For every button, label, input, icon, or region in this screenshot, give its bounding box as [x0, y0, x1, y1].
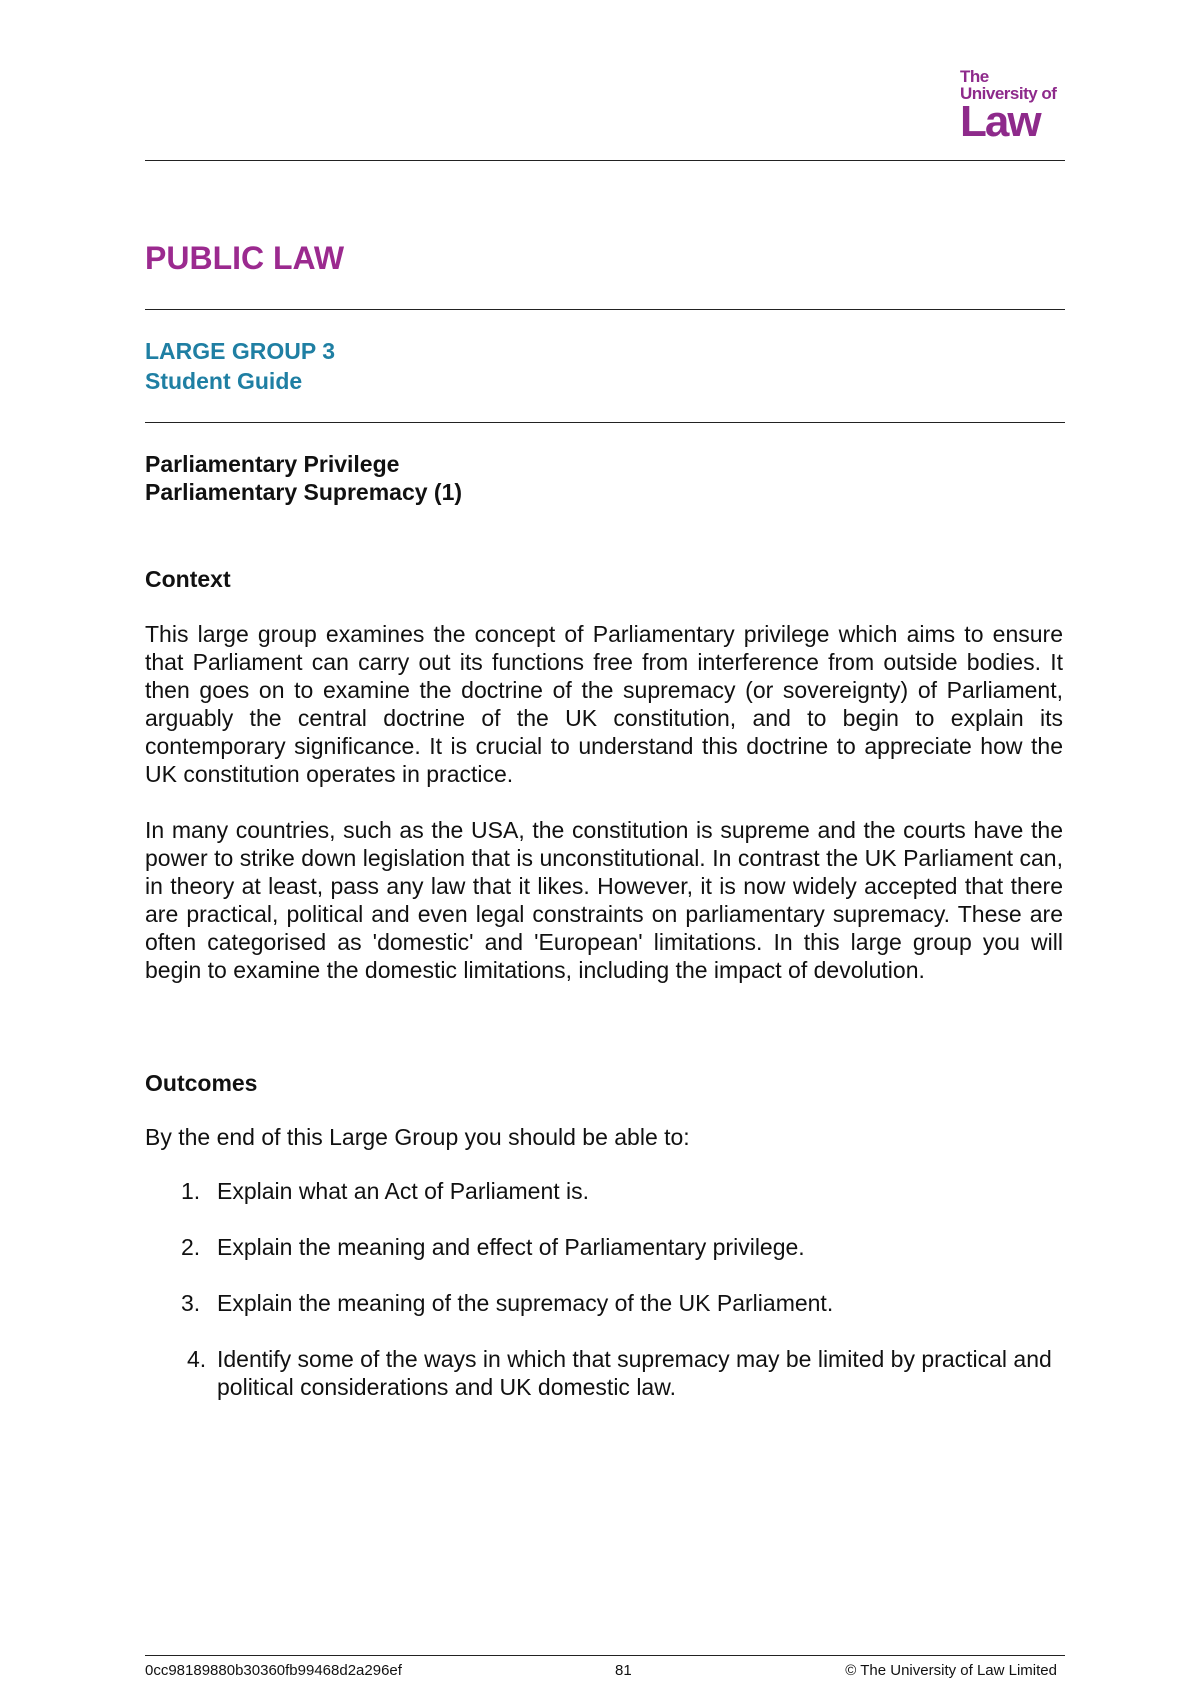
outcome-number: 3. — [181, 1290, 201, 1316]
outcome-text: Explain what an Act of Parliament is. — [217, 1178, 590, 1204]
outcome-number: 1. — [181, 1178, 201, 1204]
session-label: LARGE GROUP 3 — [145, 338, 335, 364]
outcome-item — [145, 1233, 1065, 1261]
topic-item: Parliamentary Supremacy (1) — [145, 479, 463, 505]
topic-list — [145, 450, 462, 506]
outcome-item — [145, 1289, 1065, 1317]
outcome-text: Explain the meaning and effect of Parliamentary privilege. — [217, 1234, 805, 1260]
page-number: 81 — [615, 1662, 632, 1679]
copyright-notice: © The University of Law Limited — [845, 1662, 1057, 1679]
context-paragraph: This large group examines the concept of Parliamentary privilege which aims to ensure that Parliament can carry out its functions free from interference from outside bodies. It then goes on to examine the doctrine of the supremacy (or sovereignty) of Parliament, arguably the central doctrine of the UK constitution, and to begin to explain its contemporary significance. It is crucial to understand this doctrine to appreciate how the UK constitution operates in practice. — [145, 621, 1063, 787]
context-paragraph: In many countries, such as the USA, the constitution is supreme and the courts have the power to strike down legislation that is unconstitutional. In contrast the UK Parliament can, in theory at least, pass any law that it likes. However, it is now widely accepted that there are practical, political and even legal constraints on parliamentary supremacy. These are often categorised as 'domestic' and 'European' limitations. In this large group you will begin to examine the domestic limitations, including the impact of devolution. — [145, 817, 1063, 983]
outcomes-list — [145, 1177, 1065, 1429]
title-rule — [145, 309, 1065, 310]
session-subtitle — [145, 336, 335, 396]
outcome-text: Explain the meaning of the supremacy of the UK Parliament. — [217, 1290, 834, 1316]
outcome-number: 4. — [187, 1346, 207, 1372]
guide-label: Student Guide — [145, 368, 303, 394]
outcome-item — [145, 1177, 1065, 1205]
footer-rule — [145, 1655, 1065, 1656]
outcomes-heading: Outcomes — [145, 1070, 258, 1096]
outcome-item — [145, 1345, 1065, 1401]
page-title: PUBLIC LAW — [145, 240, 345, 276]
logo-line-law: Law — [960, 97, 1040, 146]
document-id: 0cc98189880b30360fb99468d2a296ef — [145, 1662, 402, 1679]
outcome-number: 2. — [181, 1234, 201, 1260]
topic-item: Parliamentary Privilege — [145, 451, 400, 477]
header-rule — [145, 160, 1065, 161]
university-of-law-logo — [960, 68, 1060, 144]
context-heading: Context — [145, 566, 231, 592]
subtitle-rule — [145, 422, 1065, 423]
logo-line-university: University of — [960, 84, 1057, 103]
outcomes-intro: By the end of this Large Group you should be able to: — [145, 1124, 690, 1150]
logo-line-the: The — [960, 67, 989, 86]
outcome-text: Identify some of the ways in which that supremacy may be limited by practical and political considerations and UK domestic law. — [217, 1346, 1052, 1400]
